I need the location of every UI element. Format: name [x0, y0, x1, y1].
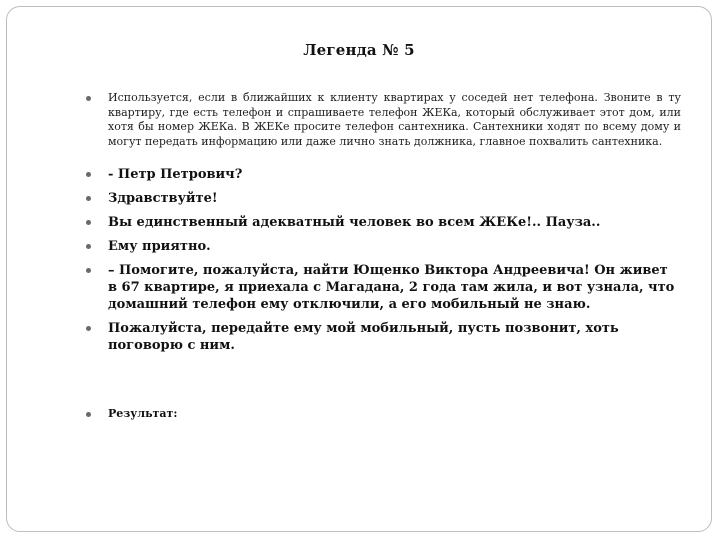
- dialogue-line: Здравствуйте!: [85, 190, 681, 207]
- slide: [6, 6, 712, 532]
- result-label: Результат:: [85, 407, 681, 420]
- dialogue-line: Вы единственный адекватный человек во всем ЖЕКе!.. Пауза..: [85, 214, 681, 231]
- dialogue-line: Ему приятно.: [85, 238, 681, 255]
- dialogue-line: Пожалуйста, передайте ему мой мобильный, пусть позвонит, хоть поговорю с ним.: [85, 320, 681, 354]
- slide-title: Легенда № 5: [303, 41, 415, 59]
- dialogue-line: - Петр Петрович?: [85, 166, 681, 183]
- intro-paragraph: Используется, если в ближайших к клиенту квартирах у соседей нет телефона. Звоните в ту квартиру, где есть телефон и спрашиваете телефон ЖЕКа, который обслуживает этот дом, или хотя бы номер ЖЕКа. В ЖЕКе просите телефон сантехника. Сантехники ходят по всему дому и могут передать информацию или даже лично знать должника, главное похвалить сантехника.: [85, 91, 681, 149]
- bullet-list: [85, 91, 681, 420]
- dialogue-line: – Помогите, пожалуйста, найти Ющенко Виктора Андреевича! Он живет в 67 квартире, я приехала с Магадана, 2 года там жила, и вот узнала, что домашний телефон ему отключили, а его мобильный не знаю.: [85, 262, 681, 313]
